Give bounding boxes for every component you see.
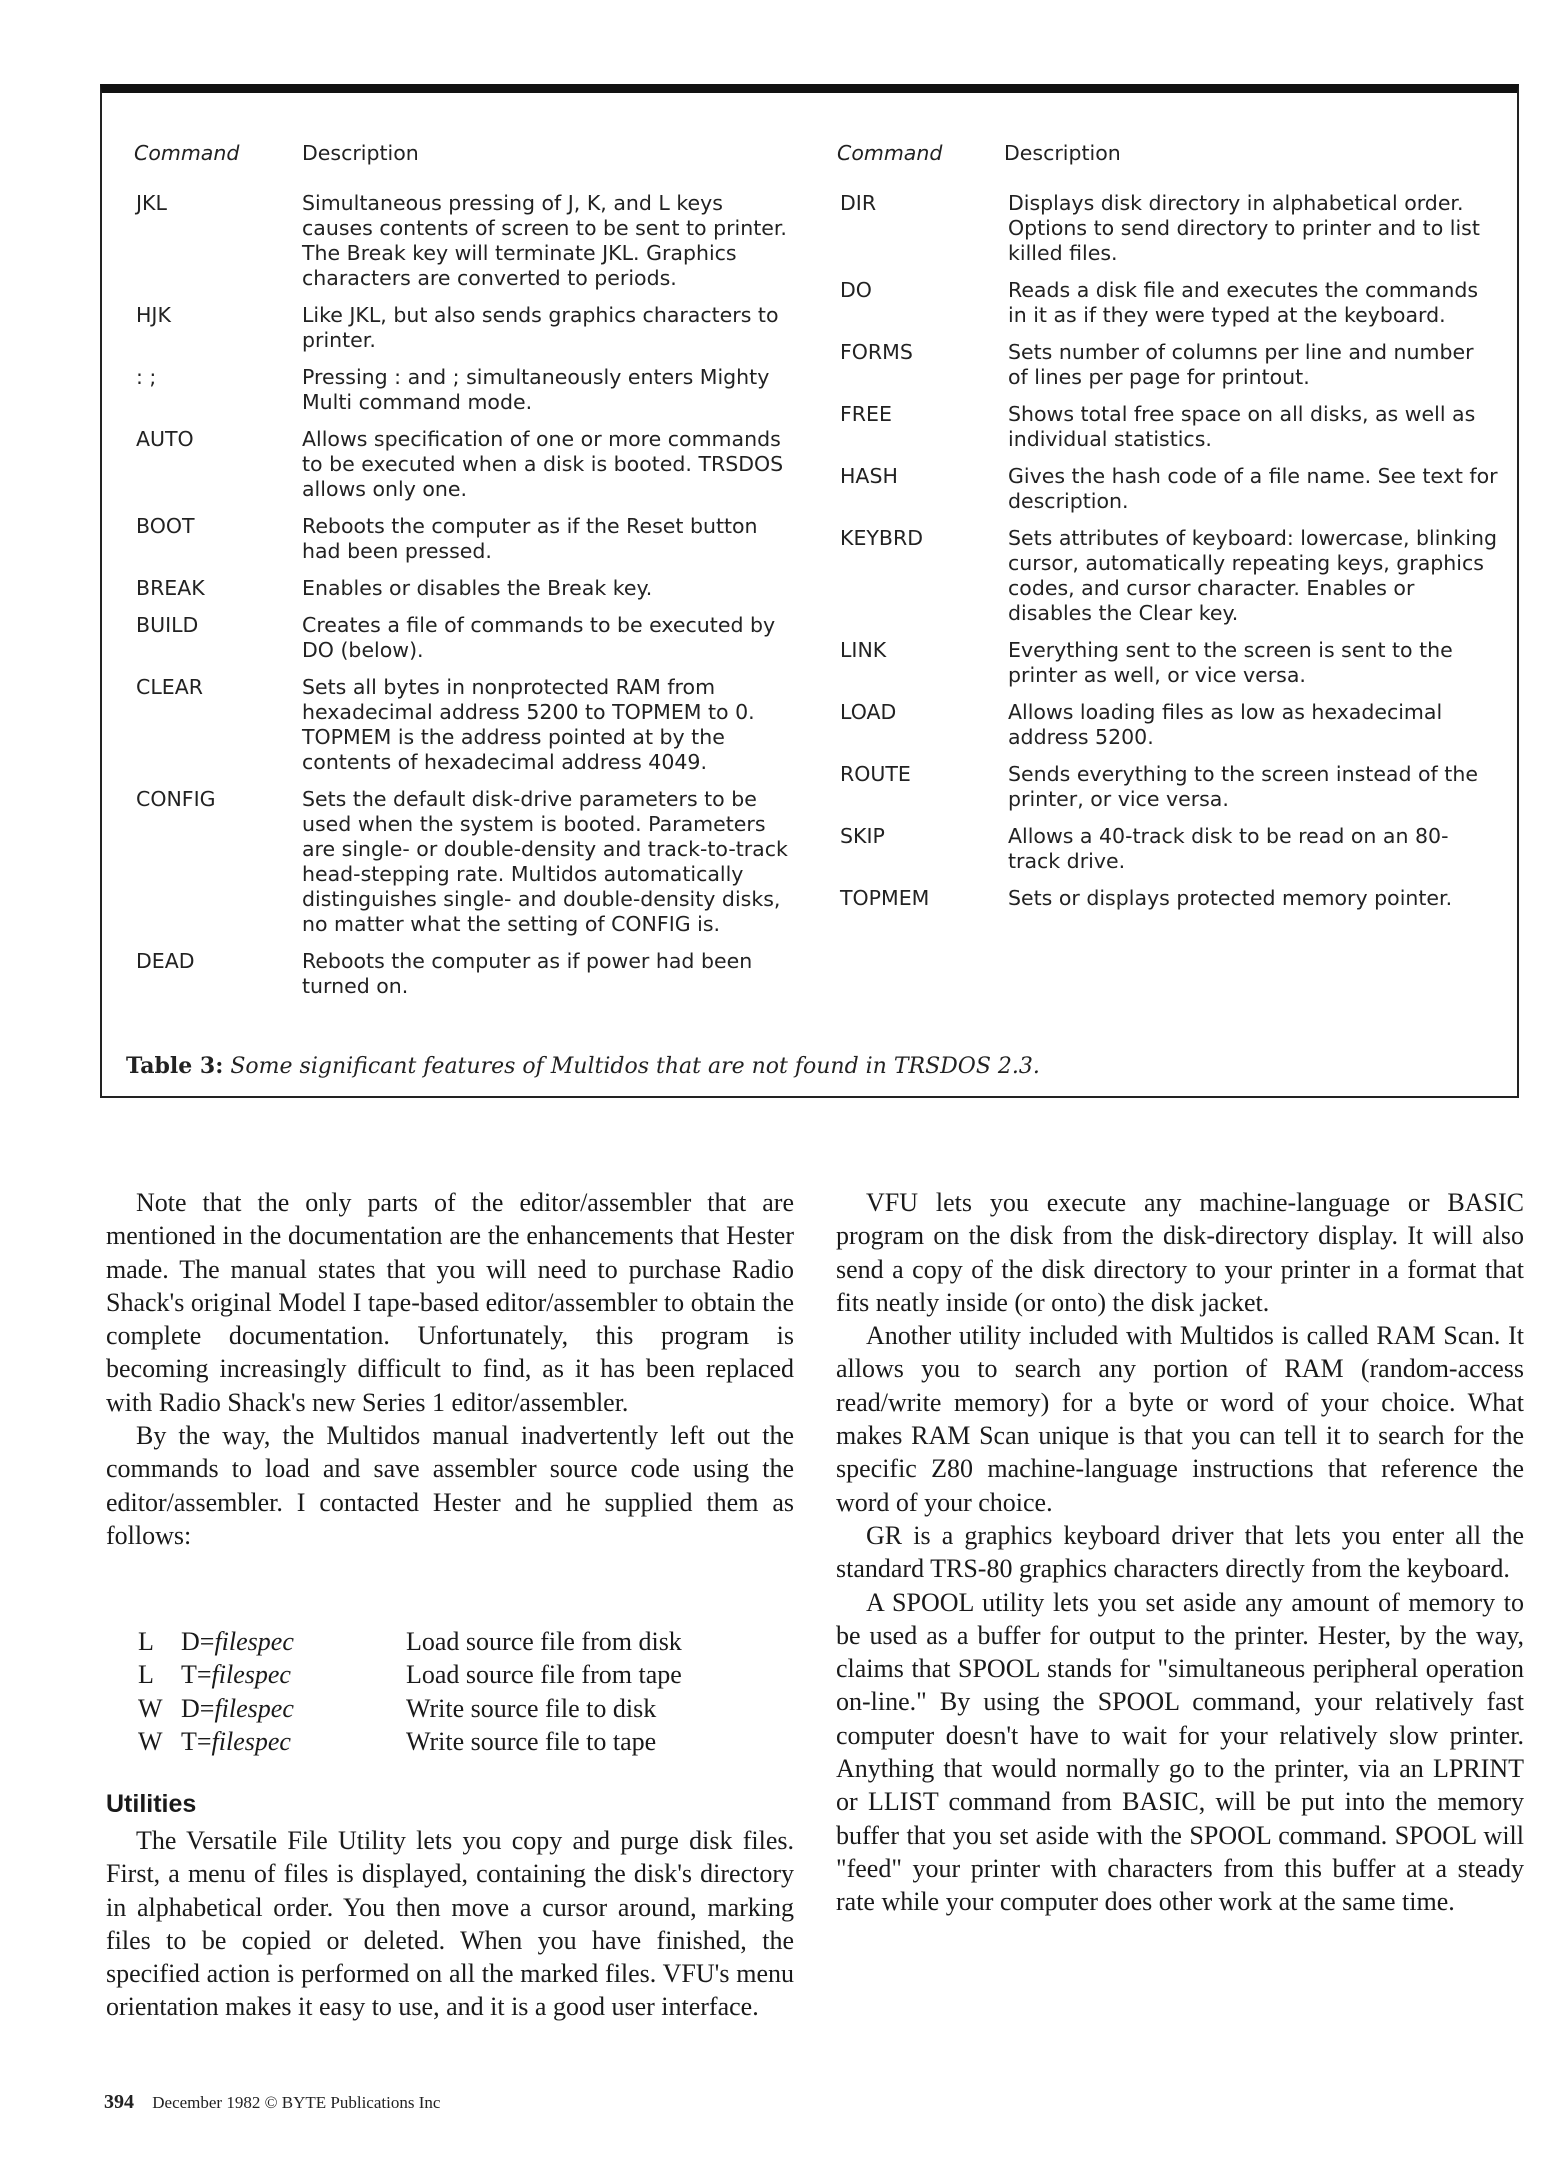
left-column-top	[106, 1186, 794, 1552]
left-paragraph-1: Note that the only parts of the editor/assembler that are mentioned in the documentation are the enhancements that Hester made. The manual states that you will need to purchase Radio Shack's original Model I tape-based editor/assembler to obtain the complete documentation. Unfortunately, this program is becoming increasingly difficult to find, as it has been replaced with Radio Shack's new Series 1 editor/assembler.	[106, 1188, 794, 1417]
utilities-heading: Utilities	[106, 1790, 197, 1818]
header-description-left: Description	[302, 141, 419, 165]
right-paragraph-4: A SPOOL utility lets you set aside any amount of memory to be used as a buffer for output to the printer. Hester, by the way, claims that SPOOL stands for "simultaneous peripheral operation on-line." By using the SPOOL command, your relatively fast computer doesn't have to wait for your relatively slow printer. Anything that would normally go to the printer, via an LPRINT or LLIST command from BASIC, will be put into the memory buffer that you set aside with the SPOOL command. SPOOL will "feed" your printer with characters from this buffer at a steady rate while your computer does other work at the same time.	[836, 1587, 1524, 1917]
features-table: Command Description JKL Simultaneous pressing of J, K, and L keys causes contents of screen to be sent to printer. The Break key will terminate JKL. Graphics characters are converted to periods. HJK Like JKL, but also sends graphics characters to printer. : ; Pressing : and ; simultaneously enters Mighty Multi command mode. AUTO Allows specification of one or more commands to be executed when a disk is booted. TRSDOS allows only one. BOOT Reboots the computer as if the Reset button had been pressed. BREAK Enables or disables the Break key. BUILD Creates a file of commands to be executed by DO (below). CLEAR Sets all bytes in nonprotected RAM from hexadecimal address 5200 to TOPMEM to 0. TOPMEM is the address pointed at by the contents of hexadecimal address 4049. CONFIG Sets the default disk-drive parameters to be used when the system is booted. Parameters are single- or double-density and track-to-track head-stepping rate. Multidos automatically distinguishes single- and double-density disks, no matter what the setting of CONFIG is. DEAD Reboots the computer as if power had been turned on. Command Description DIR Displays disk directory in alphabetical order. Options to send directory to printer and to list killed files. DO Reads a disk file and executes the commands in it as if they were typed at the keyboard. FORMS Sets number of columns per line and number of lines per page for printout. FREE Shows total free space on all disks, as well as individual statistics. HASH Gives the hash code of a file name. See text for description. KEYBRD Sets attributes of keyboard: lowercase, blinking cursor, automatically repeating keys, graphics codes, and cursor character. Enables or disables the Clear key. LINK Everything sent to the screen is sent to the printer as well, or vice versa. LOAD Allows loading files as low as hexadecimal address 5200. ROUTE Sends everything to the screen instead of the printer, or vice versa. SKIP Allows a 40-track disk to be read on an 80-track drive. TOPMEM Sets or displays protected memory pointer. Table 3: Some significant features of Multidos that are not found in TRSDOS 2.3.	[100, 84, 1519, 1098]
header-description-right: Description	[1004, 141, 1121, 165]
caption-text: Some significant features of Multidos that are not found in TRSDOS 2.3.	[230, 1054, 1040, 1079]
left-paragraph-2: By the way, the Multidos manual inadvertently left out the commands to load and save assembler source code using the editor/assembler. I contacted Hester and he supplied them as follows:	[106, 1421, 794, 1550]
right-paragraph-1: VFU lets you execute any machine-language or BASIC program on the disk from the disk-directory display. It will also send a copy of the disk directory to your printer in a format that fits neatly inside (or onto) the disk jacket.	[836, 1188, 1524, 1317]
footer-text: December 1982 © BYTE Publications Inc	[152, 2093, 441, 2112]
left-column-bottom	[106, 1824, 794, 2024]
header-command-left: Command	[134, 141, 240, 165]
right-paragraph-2: Another utility included with Multidos is called RAM Scan. It allows you to search any portion of RAM (random-access read/write memory) for a byte or word of your choice. What makes RAM Scan unique is that you can tell it to search for the specific Z80 machine-language instructions that reference the word of your choice.	[836, 1321, 1524, 1517]
caption-label: Table 3:	[126, 1053, 224, 1079]
page-number: 394	[104, 2091, 134, 2113]
right-column	[836, 1186, 1524, 1919]
table-caption	[126, 1053, 1040, 1079]
page-footer	[104, 2091, 440, 2114]
left-paragraph-3: The Versatile File Utility lets you copy and purge disk files. First, a menu of files is displayed, containing the disk's directory in alphabetical order. You then move a cursor around, marking files to be copied or deleted. When you have finished, the specified action is performed on all the marked files. VFU's menu orientation makes it easy to use, and it is a good user interface.	[106, 1826, 794, 2022]
header-command-right: Command	[837, 141, 943, 165]
right-paragraph-3: GR is a graphics keyboard driver that lets you enter all the standard TRS-80 graphics characters directly from the keyboard.	[836, 1520, 1524, 1584]
